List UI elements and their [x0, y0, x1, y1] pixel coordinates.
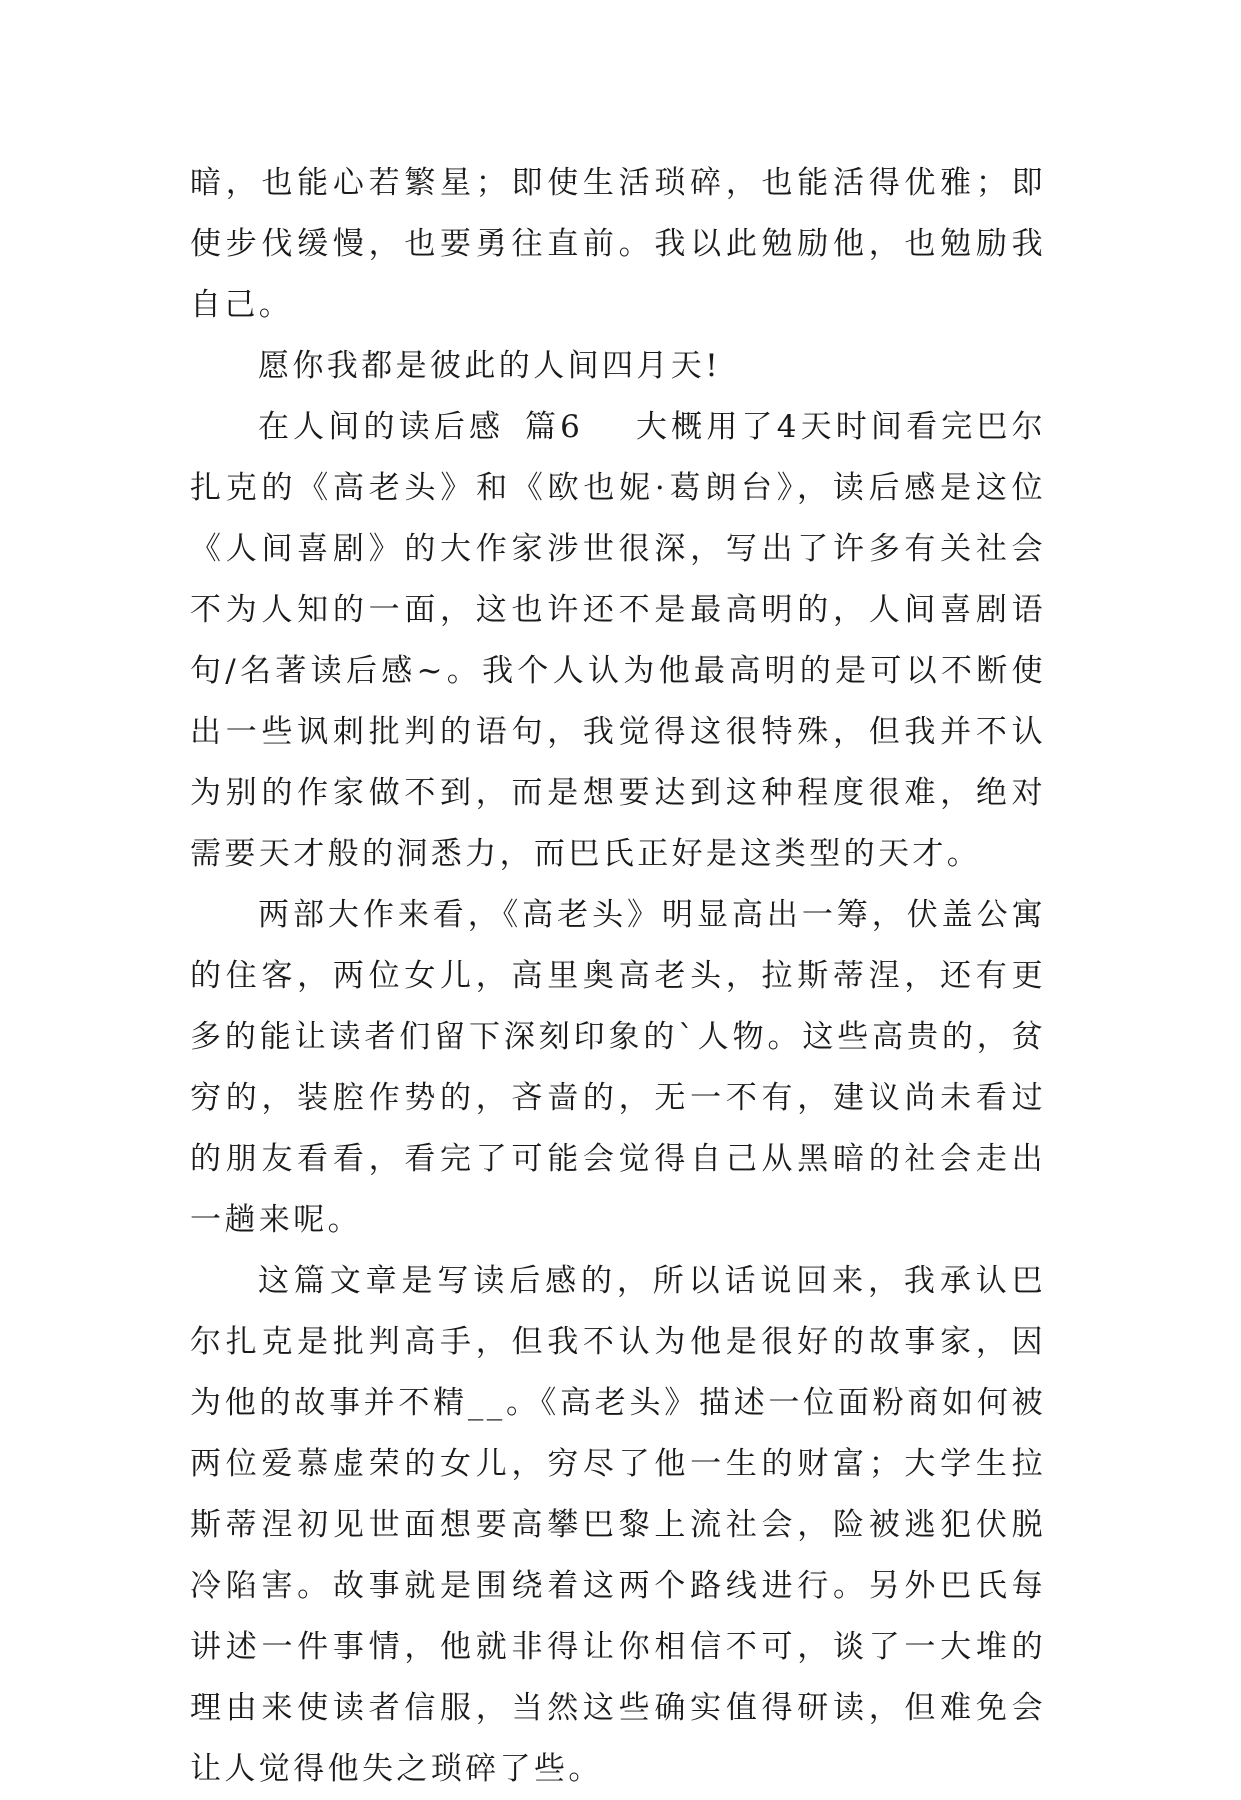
paragraph-5: 这篇文章是写读后感的，所以话说回来，我承认巴尔扎克是批判高手，但我不认为他是很好的故事家，因为他的故事并不精__。《高老头》描述一位面粉商如何被两位爱慕虚荣的女儿，穷尽了他一生的财富；大学生拉斯蒂涅初见世面想要高攀巴黎上流社会，险被逃犯伏脱冷陷害。故事就是围绕着这两个路线进行。另外巴氏每讲述一件事情，他就非得让你相信不可，谈了一大堆的理由来使读者信服，当然这些确实值得研读，但难免会让人觉得他失之琐碎了些。	[190, 1263, 1046, 1787]
paragraph-3	[190, 397, 1046, 885]
section-body: 大概用了4天时间看完巴尔扎克的《高老头》和《欧也妮·葛朗台》，读后感是这位《人间喜剧》的大作家涉世很深，写出了许多有关社会不为人知的一面，这也许还不是最高明的，人间喜剧语句/名著读后感~。我个人认为他最高明的是可以不断使出一些讽刺批判的语句，我觉得这很特殊，但我并不认为别的作家做不到，而是想要达到这种程度很难，绝对需要天才般的洞悉力，而巴氏正好是这类型的天才。	[190, 409, 1046, 872]
paragraph-4: 两部大作来看，《高老头》明显高出一筹，伏盖公寓的住客，两位女儿，高里奥高老头，拉斯蒂涅，还有更多的能让读者们留下深刻印象的`人物。这些高贵的，贫穷的，装腔作势的，吝啬的，无一不有，建议尚未看过的朋友看看，看完了可能会觉得自己从黑暗的社会走出一趟来呢。	[190, 897, 1046, 1238]
paragraph-1: 暗，也能心若繁星；即使生活琐碎，也能活得优雅；即使步伐缓慢，也要勇往直前。我以此勉励他，也勉励我自己。	[190, 165, 1046, 323]
article-body	[190, 153, 1046, 1800]
section-heading: 在人间的读后感	[258, 409, 505, 445]
paragraph-2: 愿你我都是彼此的人间四月天!	[258, 348, 722, 384]
section-label: 篇6	[524, 409, 584, 445]
